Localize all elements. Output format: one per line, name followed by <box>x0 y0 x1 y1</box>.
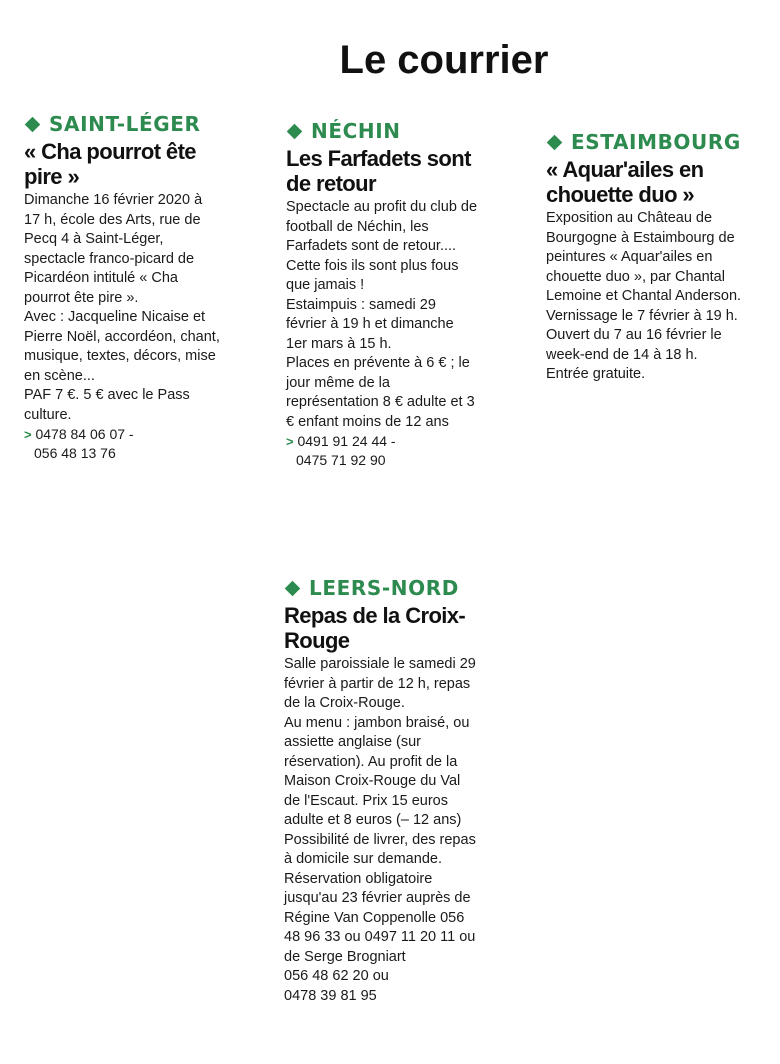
article-headline: « Aquar'ailes en chouette duo » <box>546 157 704 207</box>
body-paragraph: Entrée gratuite. <box>546 366 646 382</box>
town-header <box>284 576 478 600</box>
town-name: ESTAIMBOURG <box>571 130 741 154</box>
phone-line: 0478 39 81 95 <box>284 987 377 1004</box>
town-name: LEERS-NORD <box>309 576 459 600</box>
body-paragraph: Places en prévente à 6 € ; le jour même de la représentation 8 € adulte et 3 € enfant moins de 12 ans <box>286 355 475 430</box>
article-body <box>546 209 746 385</box>
body-paragraph: Estaimpuis : samedi 29 février à 19 h et dimanche 1er mars à 15 h. <box>286 296 454 352</box>
article-leers-nord <box>284 576 478 1006</box>
body-paragraph: Dimanche 16 février 2020 à 17 h, école des Arts, rue de Pecq 4 à Saint-Léger, spectacle franco-picard de Picardéon intitulé « Cha pourrot ête pire ». <box>24 192 203 306</box>
article-body <box>286 198 478 432</box>
diamond-bullet-icon <box>285 580 301 596</box>
body-paragraph: Réservation obligatoire jusqu'au 23 février auprès de Régine Van Coppenolle 056 48 96 33 ou 0497 11 20 11 ou de Serge Brogniart <box>284 870 476 965</box>
arrow-icon: > <box>24 427 32 442</box>
phone-line: 0478 84 06 07 - <box>35 426 134 442</box>
town-header <box>546 130 746 154</box>
town-header <box>286 119 478 143</box>
article-estaimbourg <box>546 130 746 385</box>
article-saint-leger <box>24 112 220 463</box>
phone-line: 0475 71 92 90 <box>296 452 386 468</box>
article-body <box>284 655 478 1006</box>
article-headline: Repas de la Croix-Rouge <box>284 603 466 653</box>
article-nechin <box>286 119 478 470</box>
diamond-bullet-icon <box>25 116 41 132</box>
article-headline: « Cha pourrot ête pire » <box>24 139 196 189</box>
arrow-icon: > <box>286 434 294 449</box>
diamond-bullet-icon <box>287 123 303 139</box>
diamond-bullet-icon <box>547 134 563 150</box>
phone-line: 0491 91 24 44 - <box>297 433 396 449</box>
body-paragraph: Vernissage le 7 février à 19 h. Ouvert du 7 au 16 février le week-end de 14 à 18 h. <box>546 307 738 363</box>
page-title: Le courrier <box>339 38 549 82</box>
body-paragraph: Salle paroissiale le samedi 29 février à partir de 12 h, repas de la Croix-Rouge. <box>284 656 476 711</box>
body-paragraph: Exposition au Château de Bourgogne à Estaimbourg de peintures « Aquar'ailes en chouette duo », par Chantal Lemoine et Chantal Anderson. <box>546 210 742 304</box>
body-paragraph: Possibilité de livrer, des repas à domicile sur demande. <box>284 831 476 867</box>
town-header <box>24 112 220 136</box>
contact-phone <box>286 432 478 470</box>
town-name: NÉCHIN <box>311 119 401 143</box>
body-paragraph: PAF 7 €. 5 € avec le Pass culture. <box>24 387 190 423</box>
body-paragraph: Au menu : jambon braisé, ou assiette anglaise (sur réservation). Au profit de la Maison Croix-Rouge du Val de l'Escaut. Prix 15 euros adulte et 8 euros (– 12 ans) <box>284 714 470 828</box>
phone-line: 056 48 62 20 ou <box>284 968 389 984</box>
phone-line: 056 48 13 76 <box>34 445 116 461</box>
article-headline: Les Farfadets sont de retour <box>286 146 471 196</box>
body-paragraph: Spectacle au profit du club de football de Néchin, les Farfadets sont de retour.... Cette fois ils sont plus fous que jamais ! <box>286 199 478 293</box>
contact-phone <box>24 425 220 463</box>
town-name: SAINT-LÉGER <box>49 112 201 136</box>
body-paragraph: Avec : Jacqueline Nicaise et Pierre Noël, accordéon, chant, musique, textes, décors, mise en scène... <box>24 309 220 384</box>
article-body <box>24 191 220 425</box>
